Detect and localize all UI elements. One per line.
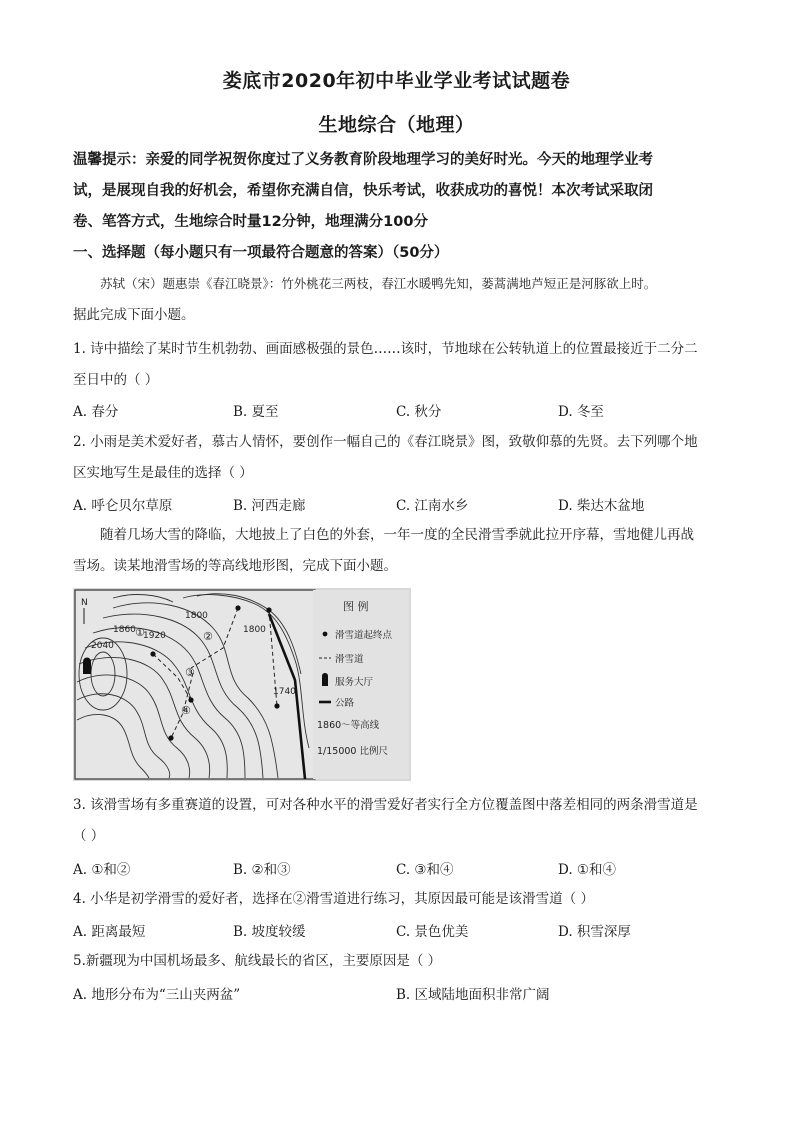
- section-heading: 一、选择题（每小题只有一项最符合题意的答案）（50分）: [73, 245, 449, 261]
- passage-2-line-1: 随着几场大雪的降临，大地披上了白色的外套，一年一度的全民滑雪季就此拉开序幕，雪地健儿再战: [100, 527, 694, 543]
- service-hall-icon: [83, 658, 91, 675]
- question-3-option-c[interactable]: C. ③和④: [396, 862, 454, 878]
- contour-label-1920: 1920: [143, 631, 166, 641]
- run-marker-3: ③: [185, 666, 195, 679]
- question-2-option-a[interactable]: A. 呼仑贝尔草原: [73, 498, 173, 514]
- contour-label-2040: 2040: [91, 641, 114, 651]
- contour-label-1740: 1740: [273, 687, 296, 697]
- question-3-stem-line-2: （ ）: [73, 828, 105, 844]
- question-4-option-b[interactable]: B. 坡度较缓: [233, 924, 306, 940]
- question-4-option-d[interactable]: D. 积雪深厚: [558, 924, 631, 940]
- passage-1-line-2: 据此完成下面小题。: [73, 307, 195, 323]
- exam-title: 娄底市2020年初中毕业学业考试试题卷: [222, 70, 571, 92]
- passage-1-line-1: 苏轼（宋）题惠崇《春江晓景》：竹外桃花三两枝，春江水暖鸭先知，蒌蒿满地芦短正是河豚欲上时。: [100, 276, 657, 291]
- legend-hall-icon: [322, 673, 328, 686]
- run-marker-1: ①: [135, 626, 145, 639]
- legend-endpoint-label: 滑雪道起终点: [335, 630, 393, 641]
- question-3-option-a[interactable]: A. ①和②: [73, 862, 131, 878]
- question-2-option-c[interactable]: C. 江南水乡: [396, 498, 469, 514]
- question-1-option-c[interactable]: C. 秋分: [396, 404, 442, 420]
- question-4-option-a[interactable]: A. 距离最短: [73, 924, 146, 940]
- question-2-stem-line-2: 区实地写生是最佳的选择（ ）: [73, 465, 253, 481]
- run-marker-2: ②: [203, 630, 213, 643]
- question-1-stem-line-2: 至日中的（ ）: [73, 372, 159, 388]
- tip-line-1: 温馨提示：亲爱的同学祝贺你度过了义务教育阶段地理学习的美好时光。今天的地理学业考: [73, 152, 653, 168]
- question-1-option-b[interactable]: B. 夏至: [233, 404, 279, 420]
- north-label: N: [81, 598, 88, 608]
- question-2-option-b[interactable]: B. 河西走廊: [233, 498, 306, 514]
- legend-scale-label: 1/15000 比例尺: [317, 746, 388, 757]
- legend-endpoint-icon: [323, 632, 328, 637]
- contour-label-1800-b: 1800: [243, 625, 266, 635]
- contour-label-1800-a: 1800: [185, 611, 208, 621]
- question-3-option-d[interactable]: D. ①和④: [558, 862, 617, 878]
- run-marker-4: ④: [181, 704, 191, 717]
- question-1-option-a[interactable]: A. 春分: [73, 404, 119, 420]
- question-5-option-a[interactable]: A. 地形分布为“三山夹两盆”: [73, 987, 241, 1003]
- question-5-stem: 5.新疆现为中国机场最多、航线最长的省区，主要原因是（ ）: [73, 953, 442, 969]
- question-4-option-c[interactable]: C. 景色优美: [396, 924, 469, 940]
- question-5-option-b[interactable]: B. 区域陆地面积非常广阔: [396, 987, 550, 1003]
- passage-2-line-2: 雪场。读某地滑雪场的等高线地形图，完成下面小题。: [73, 558, 397, 574]
- question-3-option-b[interactable]: B. ②和③: [233, 862, 291, 878]
- question-4-stem: 4. 小华是初学滑雪的爱好者，选择在②滑雪道进行练习，其原因最可能是该滑雪道（ ）: [73, 891, 594, 907]
- contour-map-svg: [73, 588, 411, 781]
- question-1-stem-line-1: 1. 诗中描绘了某时节生机勃勃、画面感极强的景色……该时，节地球在公转轨道上的位置最接近于二分二: [73, 341, 698, 357]
- legend-contour-label: 1860～等高线: [317, 720, 380, 731]
- legend-run-label: 滑雪道: [335, 654, 364, 665]
- legend-hall-label: 服务大厅: [335, 677, 374, 688]
- question-1-option-d[interactable]: D. 冬至: [558, 404, 604, 420]
- contour-map-figure: [73, 588, 411, 781]
- legend-title: 图 例: [343, 600, 369, 613]
- legend-road-label: 公路: [335, 698, 355, 709]
- tip-line-3: 卷、笔答方式，生地综合时量12分钟，地理满分100分: [73, 214, 428, 230]
- tip-line-2: 试，是展现自我的好机会，希望你充满自信，快乐考试，收获成功的喜悦！本次考试采取闭: [73, 183, 653, 199]
- contour-label-1860: 1860: [113, 625, 136, 635]
- question-3-stem-line-1: 3. 该滑雪场有多重赛道的设置，可对各种水平的滑雪爱好者实行全方位覆盖图中落差相同的两条滑雪道是: [73, 797, 698, 813]
- question-2-stem-line-1: 2. 小雨是美术爱好者，慕古人情怀，要创作一幅自己的《春江晓景》图，致敬仰慕的先贤。去下列哪个地: [73, 434, 698, 450]
- question-2-option-d[interactable]: D. 柴达木盆地: [558, 498, 645, 514]
- exam-subtitle: 生地综合（地理）: [318, 114, 475, 136]
